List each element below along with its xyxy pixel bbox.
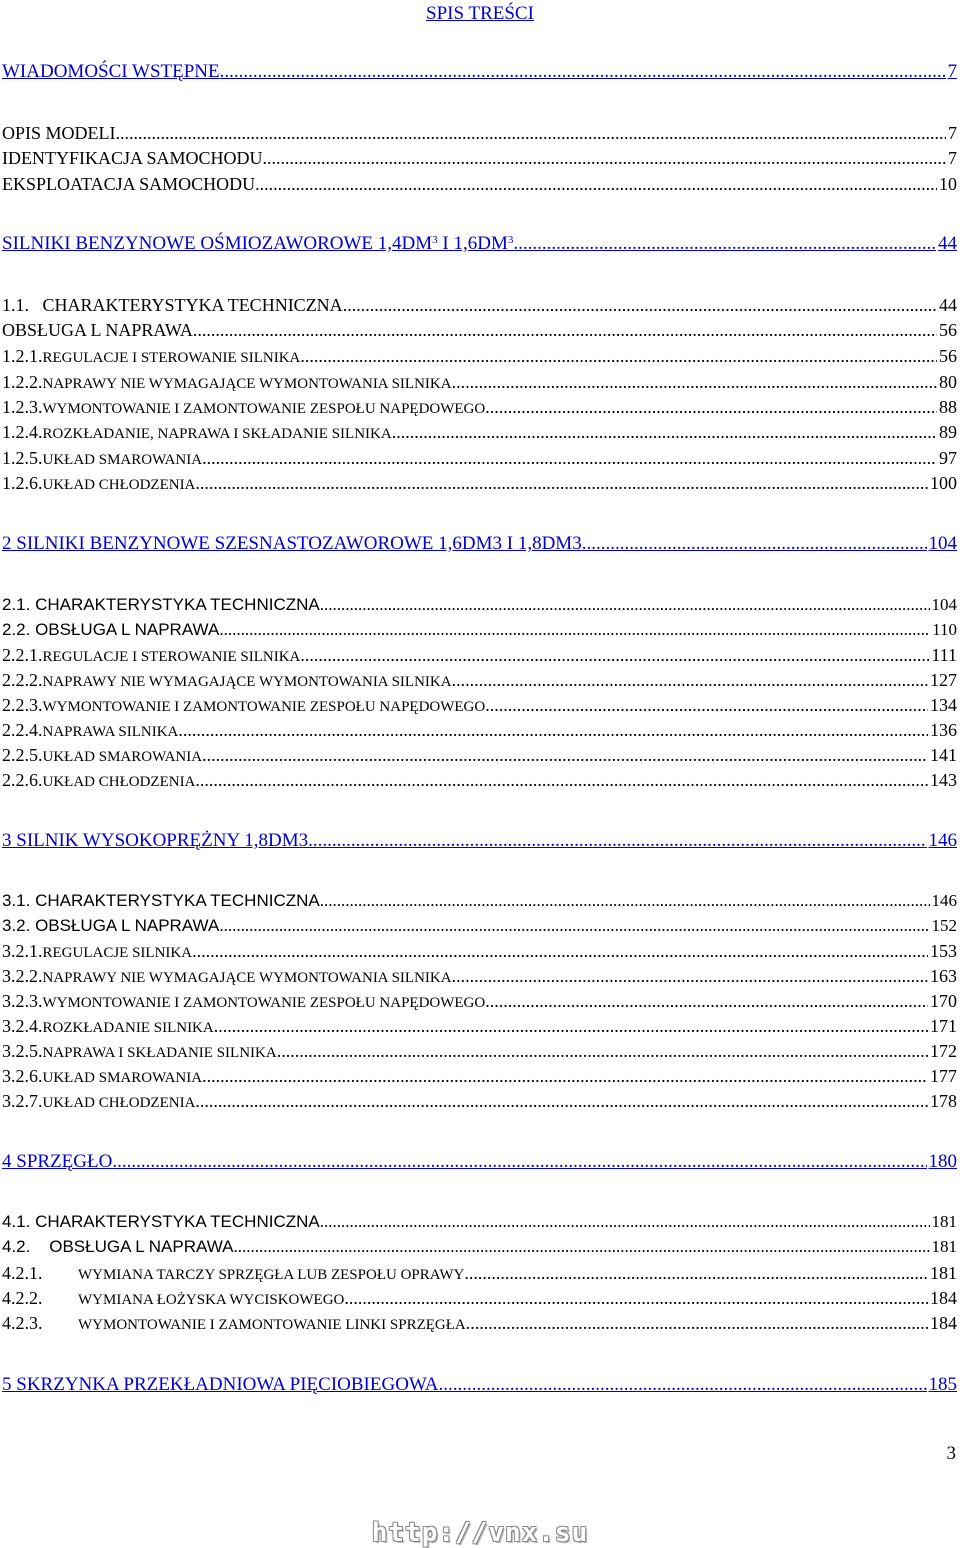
toc-entry-label: 3 SILNIK WYSOKOPRĘŻNY 1,8DM3 <box>2 830 309 851</box>
toc-entry-2-2-6[interactable] <box>2 768 957 794</box>
toc-entry-label: WYMIANA ŁOŻYSKA WYCISKOWEGO <box>78 1292 345 1308</box>
toc-entry-page: 136 <box>930 720 957 740</box>
toc-entry-chapter-2[interactable] <box>2 532 957 556</box>
toc-entry-4-1[interactable] <box>2 1210 957 1234</box>
toc-entry-label: 4.1. CHARAKTERYSTYKA TECHNICZNA <box>2 1212 320 1231</box>
toc-entry-2-1[interactable] <box>2 593 957 617</box>
toc-entry-page: 181 <box>931 1237 957 1256</box>
toc-entry-label: NAPRAWA SILNIKA <box>42 724 179 740</box>
leader-dots <box>202 1064 928 1088</box>
toc-entry-page: 185 <box>928 1374 957 1395</box>
toc-entry-page: 153 <box>930 941 957 961</box>
toc-entry-number: 3.2.3. <box>2 991 43 1011</box>
toc-entry-page: 143 <box>930 770 957 790</box>
toc-entry-label: 1.1. CHARAKTERYSTYKA TECHNICZNA <box>2 295 343 315</box>
toc-entry-page: 104 <box>928 533 957 554</box>
toc-entry-3-2-4[interactable] <box>2 1014 957 1040</box>
toc-entry-1-2-5[interactable] <box>2 446 957 472</box>
toc-entry-3-2-7[interactable] <box>2 1089 957 1115</box>
toc-entry-identyfikacja[interactable] <box>2 146 957 170</box>
toc-entry-number: 3.2.2. <box>2 966 43 986</box>
toc-entry-2-2-5[interactable] <box>2 743 957 769</box>
toc-entry-page: 152 <box>931 916 957 935</box>
toc-entry-number: 2.2.1. <box>2 645 43 665</box>
leader-dots <box>214 1014 928 1038</box>
toc-entry-page: 88 <box>939 397 957 417</box>
toc-entry-1-2[interactable] <box>2 318 957 342</box>
toc-entry-chapter-5[interactable] <box>2 1373 957 1397</box>
leader-dots <box>263 146 946 170</box>
toc-entry-4-2-3[interactable] <box>2 1311 957 1337</box>
toc-entry-label: 2 SILNIKI BENZYNOWE SZESNASTOZAWOROWE 1,6DM3 I 1,8DM3 <box>2 533 582 554</box>
toc-entry-page: 7 <box>947 61 957 82</box>
toc-entry-label: 4.2. OBSŁUGA L NAPRAWA <box>2 1237 234 1256</box>
leader-dots <box>300 344 937 368</box>
toc-entry-1-1[interactable] <box>2 293 957 317</box>
toc-entry-number: 1.2.2. <box>2 372 43 392</box>
leader-dots <box>277 1039 928 1063</box>
toc-entry-label: NAPRAWY NIE WYMAGAJĄCE WYMONTOWANIA SILNIKA <box>42 674 452 690</box>
toc-entry-1-2-2[interactable] <box>2 370 957 396</box>
leader-dots <box>320 889 930 913</box>
leader-dots <box>485 693 928 717</box>
toc-entry-page: 146 <box>931 891 957 910</box>
toc-entry-2-2-1[interactable] <box>2 643 957 669</box>
toc-entry-page: 170 <box>930 991 957 1011</box>
toc-entry-number: 3.2.6. <box>2 1066 43 1086</box>
toc-entry-label: NAPRAWY NIE WYMAGAJĄCE WYMONTOWANIA SILNIKA <box>42 970 452 986</box>
leader-dots <box>343 293 937 317</box>
toc-entry-label: NAPRAWY NIE WYMAGAJĄCE WYMONTOWANIA SILNIKA <box>42 376 452 392</box>
toc-entry-number: 1.2.3. <box>2 397 43 417</box>
toc-entry-4-2[interactable] <box>2 1235 957 1259</box>
leader-dots <box>452 370 937 394</box>
toc-entry-label: ROZKŁADANIE, NAPRAWA I SKŁADANIE SILNIKA <box>42 426 392 442</box>
toc-entry-label: REGULACJE I STEROWANIE SILNIKA <box>42 649 301 665</box>
toc-entry-3-2-3[interactable] <box>2 989 957 1015</box>
toc-entry-3-1[interactable] <box>2 889 957 913</box>
toc-entry-label: WYMONTOWANIE I ZAMONTOWANIE ZESPOŁU NAPĘDOWEGO <box>42 995 486 1011</box>
toc-entry-label: OBSŁUGA L NAPRAWA <box>2 320 193 340</box>
toc-entry-label: UKŁAD CHŁODZENIA <box>42 477 196 493</box>
toc-entry-number: 1.2.1. <box>2 346 43 366</box>
toc-entry-wiadomosci[interactable] <box>2 60 957 84</box>
toc-entry-page: 104 <box>931 595 957 614</box>
leader-dots <box>255 172 937 196</box>
toc-entry-label: WYMONTOWANIE I ZAMONTOWANIE ZESPOŁU NAPĘDOWEGO <box>42 699 486 715</box>
toc-entry-label: WIADOMOŚCI WSTĘPNE <box>2 61 220 82</box>
toc-entry-number: 4.2.1. <box>2 1263 43 1283</box>
leader-dots <box>582 532 927 556</box>
toc-entry-chapter-4[interactable] <box>2 1150 957 1174</box>
watermark-url: http://vnx.su <box>371 1518 589 1548</box>
leader-dots <box>300 643 929 667</box>
leader-dots <box>392 420 937 444</box>
toc-entry-label: REGULACJE I STEROWANIE SILNIKA <box>42 350 301 366</box>
toc-entry-label: OPIS MODELI <box>2 123 116 143</box>
toc-entry-page: 89 <box>939 422 957 442</box>
toc-entry-page: 141 <box>930 745 957 765</box>
toc-entry-page: 7 <box>948 148 957 168</box>
toc-entry-page: 134 <box>930 695 957 715</box>
toc-entry-label: REGULACJE SILNIKA <box>42 945 193 961</box>
leader-dots <box>178 718 928 742</box>
toc-entry-number: 3.2.5. <box>2 1041 43 1061</box>
leader-dots <box>233 1235 929 1259</box>
toc-entry-2-2-2[interactable] <box>2 668 957 694</box>
toc-entry-page: 178 <box>930 1091 957 1111</box>
leader-dots <box>308 829 926 853</box>
toc-entry-page: 111 <box>931 645 957 665</box>
toc-entry-3-2-1[interactable] <box>2 939 957 965</box>
toc-entry-2-2-3[interactable] <box>2 693 957 719</box>
toc-entry-label: IDENTYFIKACJA SAMOCHODU <box>2 148 263 168</box>
toc-entry-number: 1.2.4. <box>2 422 43 442</box>
leader-dots <box>485 395 937 419</box>
toc-entry-opis-modeli[interactable] <box>2 121 957 145</box>
toc-entry-number: 2.2.6. <box>2 770 43 790</box>
toc-entry-page: 56 <box>939 346 957 366</box>
toc-entry-number: 1.2.5. <box>2 448 43 468</box>
toc-entry-label: ROZKŁADANIE SILNIKA <box>42 1020 214 1036</box>
toc-entry-page: 184 <box>930 1288 957 1308</box>
toc-entry-number: 2.2.5. <box>2 745 43 765</box>
toc-entry-1-2-1[interactable] <box>2 344 957 370</box>
toc-entry-3-2-2[interactable] <box>2 964 957 990</box>
toc-entry-page: 172 <box>930 1041 957 1061</box>
toc-entry-label: 3.1. CHARAKTERYSTYKA TECHNICZNA <box>2 891 320 910</box>
toc-entry-page: 10 <box>939 174 957 194</box>
leader-dots <box>452 668 928 692</box>
toc-entry-2-2[interactable] <box>2 618 957 642</box>
toc-entry-4-2-2[interactable] <box>2 1286 957 1312</box>
toc-entry-number: 3.2.1. <box>2 941 43 961</box>
toc-entry-number: 3.2.7. <box>2 1091 43 1111</box>
toc-entry-label: UKŁAD CHŁODZENIA <box>42 1095 196 1111</box>
toc-entry-2-2-4[interactable] <box>2 718 957 744</box>
page-number: 3 <box>946 1443 956 1464</box>
toc-entry-3-2-5[interactable] <box>2 1039 957 1065</box>
leader-dots <box>193 318 937 342</box>
leader-dots <box>219 914 929 938</box>
toc-entry-number: 2.2.3. <box>2 695 43 715</box>
toc-entry-page: 127 <box>930 670 957 690</box>
toc-entry-label: 2.1. CHARAKTERYSTYKA TECHNICZNA <box>2 595 320 614</box>
toc-entry-4-2-1[interactable] <box>2 1261 957 1287</box>
toc-entry-number: 2.2.2. <box>2 670 43 690</box>
leader-dots <box>195 768 928 792</box>
toc-entry-1-2-4[interactable] <box>2 420 957 446</box>
toc-entry-label: 2.2. OBSŁUGA L NAPRAWA <box>2 620 220 639</box>
leader-dots <box>452 964 928 988</box>
toc-entry-page: 180 <box>928 1151 957 1172</box>
leader-dots <box>485 989 928 1013</box>
leader-dots <box>320 1210 930 1234</box>
leader-dots <box>195 471 928 495</box>
leader-dots <box>220 60 946 84</box>
toc-entry-label: 4 SPRZĘGŁO <box>2 1151 113 1172</box>
page-title: SPIS TREŚCI <box>426 3 534 24</box>
leader-dots <box>202 743 928 767</box>
toc-entry-label: SILNIKI BENZYNOWE OŚMIOZAWOROWE $1,4DM^3$ I $1,6DM^3$ <box>2 233 514 254</box>
toc-entry-label: WYMONTOWANIE I ZAMONTOWANIE LINKI SPRZĘGŁA <box>78 1317 466 1333</box>
toc-entry-label: EKSPLOATACJA SAMOCHODU <box>2 174 256 194</box>
toc-entry-page: 181 <box>931 1212 957 1231</box>
toc-entry-1-2-6[interactable] <box>2 471 957 497</box>
leader-dots <box>202 446 937 470</box>
leader-dots <box>320 593 930 617</box>
leader-dots <box>344 1286 928 1310</box>
toc-entry-page: 56 <box>939 320 957 340</box>
toc-entry-page: 44 <box>938 233 957 254</box>
toc-entry-3-2-6[interactable] <box>2 1064 957 1090</box>
toc-entry-page: 100 <box>930 473 957 493</box>
toc-entry-page: 44 <box>939 295 957 315</box>
toc-entry-1-2-3[interactable] <box>2 395 957 421</box>
toc-entry-label: UKŁAD SMAROWANIA <box>42 452 203 468</box>
leader-dots <box>192 939 928 963</box>
leader-dots <box>464 1261 928 1285</box>
toc-entry-number: 2.2.4. <box>2 720 43 740</box>
toc-entry-label: WYMIANA TARCZY SPRZĘGŁA LUB ZESPOŁU OPRAWY <box>78 1267 465 1283</box>
leader-dots <box>112 1150 926 1174</box>
leader-dots <box>116 121 946 145</box>
toc-entry-page: 184 <box>930 1313 957 1333</box>
toc-entry-3-2[interactable] <box>2 914 957 938</box>
leader-dots <box>438 1373 926 1397</box>
toc-entry-page: 80 <box>939 372 957 392</box>
leader-dots <box>219 618 930 642</box>
leader-dots <box>195 1089 928 1113</box>
toc-entry-label: 5 SKRZYNKA PRZEKŁADNIOWA PIĘCIOBIEGOWA <box>2 1374 439 1395</box>
toc-entry-page: 181 <box>930 1263 957 1283</box>
toc-entry-label: WYMONTOWANIE I ZAMONTOWANIE ZESPOŁU NAPĘDOWEGO <box>42 401 486 417</box>
toc-entry-page: 97 <box>939 448 957 468</box>
toc-entry-chapter-1[interactable] <box>2 232 957 256</box>
toc-entry-number: 4.2.2. <box>2 1288 43 1308</box>
toc-entry-chapter-3[interactable] <box>2 829 957 853</box>
toc-entry-label: 3.2. OBSŁUGA L NAPRAWA <box>2 916 220 935</box>
toc-entry-page: 146 <box>928 830 957 851</box>
toc-entry-number: 4.2.3. <box>2 1313 43 1333</box>
toc-entry-label: UKŁAD SMAROWANIA <box>42 749 203 765</box>
toc-entry-page: 171 <box>930 1016 957 1036</box>
toc-entry-page: 163 <box>930 966 957 986</box>
toc-entry-number: 1.2.6. <box>2 473 43 493</box>
toc-entry-page: 177 <box>930 1066 957 1086</box>
toc-entry-label: NAPRAWA I SKŁADANIE SILNIKA <box>42 1045 277 1061</box>
toc-entry-eksploatacja[interactable] <box>2 172 957 196</box>
toc-entry-label: UKŁAD CHŁODZENIA <box>42 774 196 790</box>
toc-entry-label: UKŁAD SMAROWANIA <box>42 1070 203 1086</box>
leader-dots <box>513 232 936 256</box>
toc-entry-page: 110 <box>932 620 957 639</box>
leader-dots <box>466 1311 928 1335</box>
toc-entry-page: 7 <box>948 123 957 143</box>
toc-entry-number: 3.2.4. <box>2 1016 43 1036</box>
